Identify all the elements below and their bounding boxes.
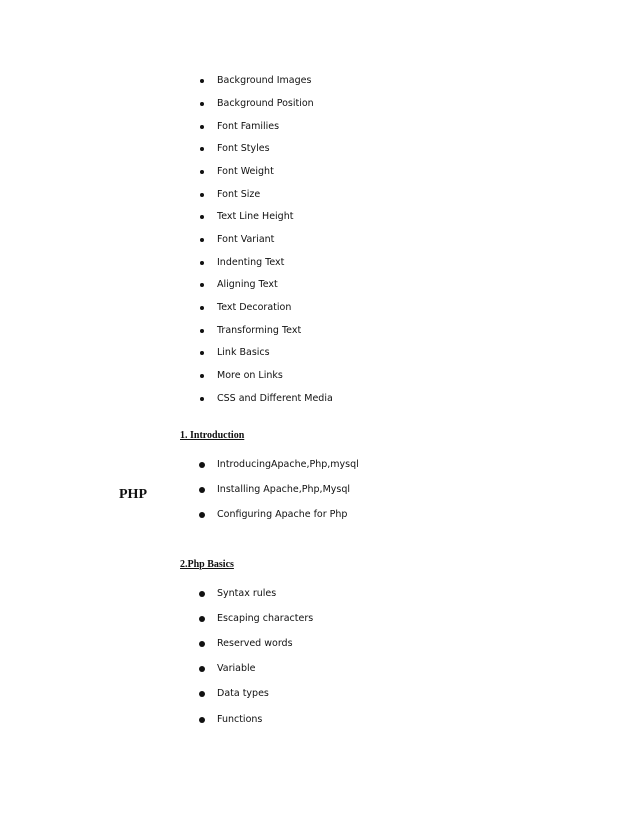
list-item xyxy=(0,506,638,524)
list-item-label: Font Families xyxy=(217,121,280,132)
bullet-icon xyxy=(199,691,205,697)
bullet-icon xyxy=(199,717,205,723)
list-item xyxy=(0,299,638,317)
list-item xyxy=(0,118,638,136)
list-item xyxy=(0,635,638,653)
list-item xyxy=(0,322,638,340)
list-item-label: Reserved words xyxy=(217,638,293,649)
list-item-label: Text Line Height xyxy=(217,211,294,222)
list-item-label: Font Size xyxy=(217,189,261,200)
bullet-icon xyxy=(200,329,204,333)
list-item xyxy=(0,711,638,729)
list-item xyxy=(0,685,638,703)
list-item xyxy=(0,72,638,90)
list-item-label: IntroducingApache,Php,mysql xyxy=(217,459,359,470)
list-item xyxy=(0,254,638,272)
list-item-label: Indenting Text xyxy=(217,257,285,268)
bullet-icon xyxy=(199,487,205,493)
list-item xyxy=(0,140,638,158)
list-item-label: Escaping characters xyxy=(217,613,314,624)
bullet-icon xyxy=(199,666,205,672)
side-title-php: PHP xyxy=(119,487,147,502)
list-item xyxy=(0,276,638,294)
list-item xyxy=(0,660,638,678)
list-item-label: Variable xyxy=(217,663,256,674)
list-item xyxy=(0,231,638,249)
list-item xyxy=(0,481,638,499)
bullet-icon xyxy=(200,102,204,106)
bullet-icon xyxy=(200,125,204,129)
bullet-icon xyxy=(200,193,204,197)
bullet-icon xyxy=(199,591,205,597)
bullet-icon xyxy=(200,170,204,174)
bullet-icon xyxy=(200,283,204,287)
list-item-label: Aligning Text xyxy=(217,279,278,290)
bullet-icon xyxy=(199,616,205,622)
list-item xyxy=(0,610,638,628)
list-item-label: Functions xyxy=(217,714,263,725)
bullet-icon xyxy=(200,374,204,378)
bullet-icon xyxy=(199,641,205,647)
list-item-label: More on Links xyxy=(217,370,283,381)
list-item-label: Transforming Text xyxy=(217,325,302,336)
list-item-label: Text Decoration xyxy=(217,302,292,313)
list-item xyxy=(0,208,638,226)
list-item-label: CSS and Different Media xyxy=(217,393,333,404)
bullet-icon xyxy=(199,512,205,518)
list-item-label: Font Styles xyxy=(217,143,270,154)
list-item xyxy=(0,344,638,362)
list-item xyxy=(0,367,638,385)
list-item-label: Background Position xyxy=(217,98,314,109)
bullet-icon xyxy=(200,397,204,401)
list-item xyxy=(0,456,638,474)
list-item-label: Font Variant xyxy=(217,234,275,245)
list-item-label: Installing Apache,Php,Mysql xyxy=(217,484,351,495)
list-item xyxy=(0,186,638,204)
bullet-icon xyxy=(200,79,204,83)
bullet-icon xyxy=(199,462,205,468)
list-item xyxy=(0,585,638,603)
list-item-label: Configuring Apache for Php xyxy=(217,509,348,520)
list-item xyxy=(0,95,638,113)
list-item xyxy=(0,163,638,181)
list-item-label: Background Images xyxy=(217,75,312,86)
list-item-label: Data types xyxy=(217,688,269,699)
list-item-label: Link Basics xyxy=(217,347,270,358)
bullet-icon xyxy=(200,306,204,310)
section-heading-introduction: 1. Introduction xyxy=(180,430,245,441)
bullet-icon xyxy=(200,215,204,219)
list-item xyxy=(0,390,638,408)
bullet-icon xyxy=(200,351,204,355)
bullet-icon xyxy=(200,147,204,151)
section-heading-php-basics: 2.Php Basics xyxy=(180,559,234,570)
bullet-icon xyxy=(200,238,204,242)
list-item-label: Font Weight xyxy=(217,166,274,177)
list-item-label: Syntax rules xyxy=(217,588,277,599)
bullet-icon xyxy=(200,261,204,265)
